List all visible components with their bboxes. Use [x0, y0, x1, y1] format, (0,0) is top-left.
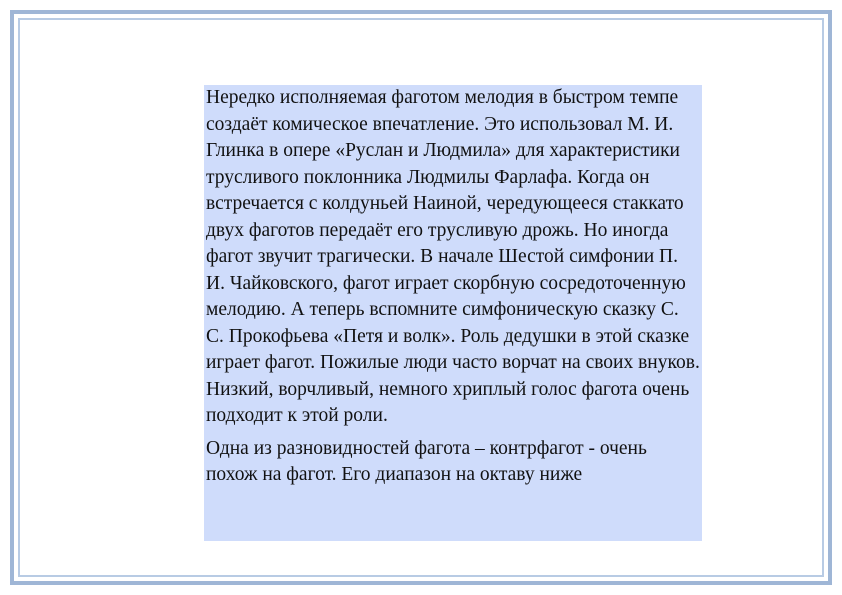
paragraph-1: Нередко исполняемая фаготом мелодия в быстром темпе создаёт комическое впечатление. Это использовал М. И. Глинка в опере «Руслан и Людмила» для характеристики трусливого поклонника Людмилы Фарлафа. Когда он встречается с колдуньей Наиной, чередующееся стаккато двух фаготов передаёт его трусливую дрожь. Но иногда фагот звучит трагически. В начале Шестой симфонии П. И. Чайковского, фагот играет скорбную сосредоточенную мелодию. А теперь вспомните симфоническую сказку С. С. Прокофьева «Петя и волк». Роль дедушки в этой сказке играет фагот. Пожилые люди часто ворчат на своих внуков. Низкий, ворчливый, немного хриплый голос фагота очень подходит к этой роли. — [206, 87, 700, 426]
paragraph-2: Одна из разновидностей фагота – контрфагот - очень похож на фагот. Его диапазон на октаву ниже — [206, 437, 647, 485]
text-block — [204, 85, 702, 541]
